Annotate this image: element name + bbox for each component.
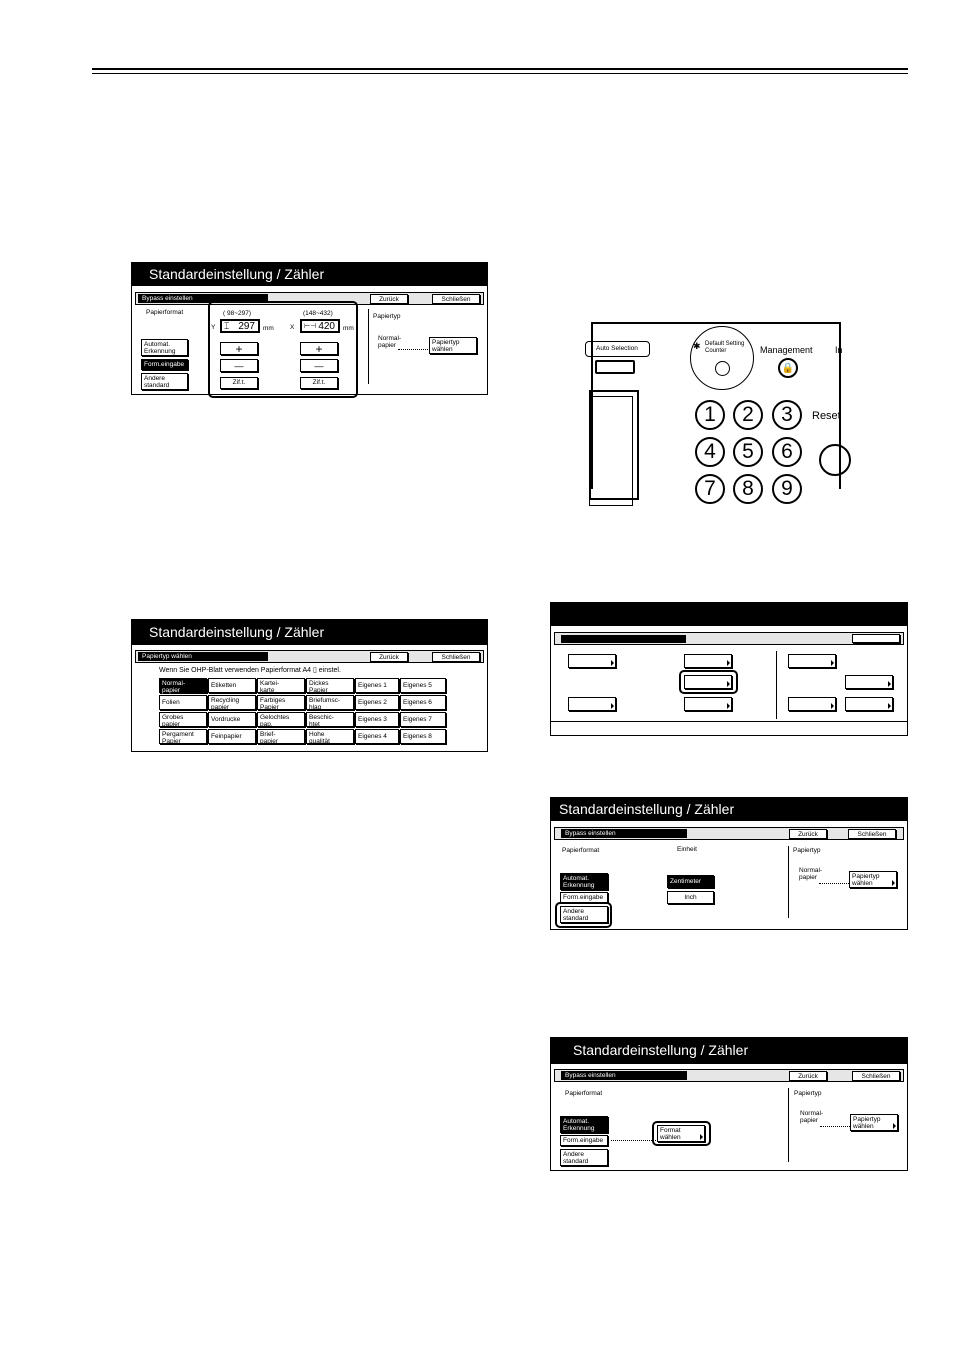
auto-selection-button[interactable]: Auto Selection xyxy=(585,341,650,357)
divider xyxy=(788,1088,789,1162)
x-value: 420 xyxy=(318,321,335,332)
dotted-connector xyxy=(611,1140,656,1141)
arrow-icon xyxy=(831,660,834,666)
y-axis-label: Y xyxy=(211,324,216,331)
paper-type-option[interactable]: Gelochtes pap. xyxy=(257,712,305,727)
header-bar xyxy=(554,632,904,645)
bypass-header: Bypass einstellen xyxy=(561,829,687,838)
arrow-icon xyxy=(893,1123,896,1129)
auto-detect-button[interactable]: Automat. Erkennung xyxy=(141,339,188,356)
key-3[interactable]: 3 xyxy=(772,400,802,430)
key-5[interactable]: 5 xyxy=(733,437,763,467)
paper-type-header: Papiertyp wählen xyxy=(138,652,268,661)
height-icon: ⌶ xyxy=(224,321,230,331)
paper-type-option[interactable]: Eigenes 6 xyxy=(400,695,446,710)
paper-format-label: Papierformat xyxy=(146,309,184,316)
screen-title: Standardeinstellung / Zähler xyxy=(132,620,487,645)
arrow-icon xyxy=(831,703,834,709)
arrow-icon xyxy=(888,681,891,687)
screen-title: Standardeinstellung / Zähler xyxy=(132,263,487,286)
key-9[interactable]: 9 xyxy=(772,474,802,504)
paper-type-select-button[interactable]: Papiertyp wählen xyxy=(850,1114,898,1131)
normal-paper-label: Normal- papier xyxy=(800,1110,824,1124)
paper-type-option[interactable]: Etiketten xyxy=(208,678,256,693)
dotted-connector xyxy=(820,1126,850,1127)
reset-label: Reset xyxy=(812,410,841,422)
paper-type-label: Papiertyp xyxy=(793,847,821,854)
paper-type-option[interactable]: Grobes papier xyxy=(159,712,207,727)
control-panel-photo xyxy=(591,322,843,500)
inch-button[interactable]: Inch xyxy=(667,891,714,904)
arrow-icon xyxy=(611,660,614,666)
normal-paper-label: Normal- papier xyxy=(378,335,402,349)
paper-type-option[interactable]: Kartei- karte xyxy=(257,678,305,693)
y-value-field[interactable] xyxy=(220,319,260,333)
y-unit: mm xyxy=(263,325,274,332)
schematic-button-6[interactable] xyxy=(788,654,836,668)
schematic-button-7[interactable] xyxy=(845,675,893,689)
schematic-button-9[interactable] xyxy=(845,697,893,711)
paper-type-select-button[interactable]: Papiertyp wählen xyxy=(849,871,897,888)
cut-off-label: In xyxy=(835,345,843,355)
divider xyxy=(368,309,369,384)
schematic-button-8[interactable] xyxy=(788,697,836,711)
screen-format-select xyxy=(550,1037,908,1171)
back-button[interactable]: Zurück xyxy=(789,829,827,839)
paper-type-option[interactable]: Dickes Papier xyxy=(306,678,354,693)
schematic-close-button[interactable] xyxy=(852,634,900,643)
divider xyxy=(788,846,789,918)
paper-type-option[interactable]: Eigenes 3 xyxy=(355,712,399,727)
paper-type-grid xyxy=(159,678,451,748)
header-rule-thick xyxy=(92,68,908,70)
arrow-icon xyxy=(888,703,891,709)
bypass-header: Bypass einstellen xyxy=(561,1071,687,1080)
paper-format-label: Papierformat xyxy=(565,1090,603,1097)
paper-type-option[interactable]: Farbiges Papier xyxy=(257,695,305,710)
default-setting-highlight xyxy=(690,326,754,390)
screen-title: Standardeinstellung / Zähler xyxy=(551,1038,907,1064)
other-standard-button[interactable]: Andere standard xyxy=(560,1149,608,1166)
schematic-titlebar xyxy=(551,603,907,626)
header-bar xyxy=(554,1069,904,1082)
back-button[interactable]: Zurück xyxy=(370,652,408,662)
paper-type-option[interactable]: Vordrucke xyxy=(208,712,256,727)
paper-type-label: Papiertyp xyxy=(794,1090,822,1097)
paper-type-option[interactable]: Briefumsc- hlag xyxy=(306,695,354,710)
paper-type-option[interactable]: Folien xyxy=(159,695,207,710)
back-button[interactable]: Zurück xyxy=(370,294,408,304)
paper-type-option[interactable]: Hohe qualität xyxy=(306,729,354,744)
auto-detect-button[interactable]: Automat. Erkennung xyxy=(560,1116,608,1133)
x-value-field[interactable] xyxy=(300,319,340,333)
key-1[interactable]: 1 xyxy=(695,400,725,430)
screen-title: Standardeinstellung / Zähler xyxy=(551,798,907,821)
stop-button-partial[interactable] xyxy=(819,444,851,476)
normal-paper-label: Normal- papier xyxy=(799,867,823,881)
other-standard-highlight xyxy=(555,902,612,928)
management-label: Management xyxy=(760,345,813,355)
arrow-icon xyxy=(727,660,730,666)
header-bar xyxy=(554,827,904,840)
paper-format-label: Papierformat xyxy=(562,847,600,854)
close-button[interactable]: Schließen xyxy=(852,1071,900,1081)
format-select-button[interactable]: Format wählen xyxy=(657,1125,705,1142)
default-setting-label: Default Setting Counter xyxy=(705,341,745,354)
paper-type-option[interactable]: Eigenes 8 xyxy=(400,729,446,744)
paper-type-label: Papiertyp xyxy=(373,313,401,320)
close-button[interactable]: Schließen xyxy=(432,652,480,662)
key-4[interactable]: 4 xyxy=(695,437,725,467)
arrow-icon xyxy=(727,703,730,709)
paper-type-select-button[interactable]: Papiertyp wählen xyxy=(429,337,477,354)
paper-type-option[interactable]: Eigenes 1 xyxy=(355,678,399,693)
key-2[interactable]: 2 xyxy=(733,400,763,430)
close-button[interactable]: Schließen xyxy=(432,294,480,304)
default-setting-button[interactable] xyxy=(715,361,730,376)
arrow-icon xyxy=(892,880,895,886)
screen-unit xyxy=(550,797,908,930)
paper-type-option[interactable]: Feinpapier xyxy=(208,729,256,744)
schematic-button-2[interactable] xyxy=(684,654,732,668)
back-button[interactable]: Zurück xyxy=(789,1071,827,1081)
x-range: (148~432) xyxy=(303,310,333,317)
header-bar xyxy=(135,650,484,663)
management-lock-button[interactable]: 🔒 xyxy=(778,358,798,378)
bypass-header: Bypass einstellen xyxy=(138,294,268,303)
header-rule-thin xyxy=(92,73,908,74)
paper-type-option[interactable]: Pergament Papier xyxy=(159,729,207,744)
paper-type-option[interactable]: Eigenes 7 xyxy=(400,712,446,727)
y-plus-button[interactable]: + xyxy=(220,342,258,355)
width-icon: ⊢⊣ xyxy=(304,323,317,330)
paper-type-option[interactable]: Brief- papier xyxy=(257,729,305,744)
key-6[interactable]: 6 xyxy=(772,437,802,467)
ohp-note: Wenn Sie OHP-Blatt verwenden Papierformat A4 ▯ einstel. xyxy=(159,667,341,674)
form-entry-button[interactable]: Form.eingabe xyxy=(560,892,608,903)
lcd-frame-inner xyxy=(589,396,633,506)
y-range: ( 98~297) xyxy=(223,310,252,317)
screen-schematic xyxy=(550,602,908,736)
paper-type-option[interactable]: Eigenes 5 xyxy=(400,678,446,693)
dotted-connector xyxy=(398,349,428,350)
arrow-icon xyxy=(611,703,614,709)
y-minus-button[interactable]: — xyxy=(220,359,258,372)
paper-type-option[interactable]: Eigenes 4 xyxy=(355,729,399,744)
display-edge xyxy=(595,360,635,374)
x-unit: mm xyxy=(343,325,354,332)
centimeter-button[interactable]: Zentimeter xyxy=(667,875,714,888)
other-standard-button[interactable]: Andere standard xyxy=(141,373,188,390)
other-standard-button[interactable]: Andere standard xyxy=(560,906,608,923)
form-entry-button[interactable]: Form.eingabe xyxy=(560,1135,608,1146)
arrow-icon xyxy=(700,1134,703,1140)
x-plus-button[interactable]: + xyxy=(300,342,338,355)
form-entry-button[interactable]: Form.eingabe xyxy=(141,359,188,370)
unit-label: Einheit xyxy=(677,846,697,853)
key-8[interactable]: 8 xyxy=(733,474,763,504)
x-numkeys-button[interactable]: Zif.t. xyxy=(300,377,338,389)
paper-type-option[interactable]: Eigenes 2 xyxy=(355,695,399,710)
default-setting-icon: ✱ xyxy=(693,341,701,351)
dotted-connector xyxy=(819,883,849,884)
paper-type-option[interactable]: Normal- papier xyxy=(159,678,207,693)
schematic-button-5[interactable] xyxy=(684,697,732,711)
x-axis-label: X xyxy=(290,324,295,331)
auto-detect-button[interactable]: Automat. Erkennung xyxy=(560,873,608,890)
paper-type-option[interactable]: Recycling papier xyxy=(208,695,256,710)
y-value: 297 xyxy=(238,321,255,332)
screen-paper-type xyxy=(131,619,488,752)
close-button[interactable]: Schließen xyxy=(848,829,896,839)
screen-form-entry xyxy=(131,262,488,395)
x-minus-button[interactable]: — xyxy=(300,359,338,372)
key-7[interactable]: 7 xyxy=(695,474,725,504)
schematic-header xyxy=(561,635,686,643)
schematic-button-1[interactable] xyxy=(568,654,616,668)
paper-type-option[interactable]: Beschic- htet xyxy=(306,712,354,727)
y-numkeys-button[interactable]: Zif.t. xyxy=(220,377,258,389)
status-bar xyxy=(551,721,907,722)
schematic-highlight xyxy=(679,670,738,694)
schematic-button-4[interactable] xyxy=(568,697,616,711)
divider xyxy=(776,651,777,719)
